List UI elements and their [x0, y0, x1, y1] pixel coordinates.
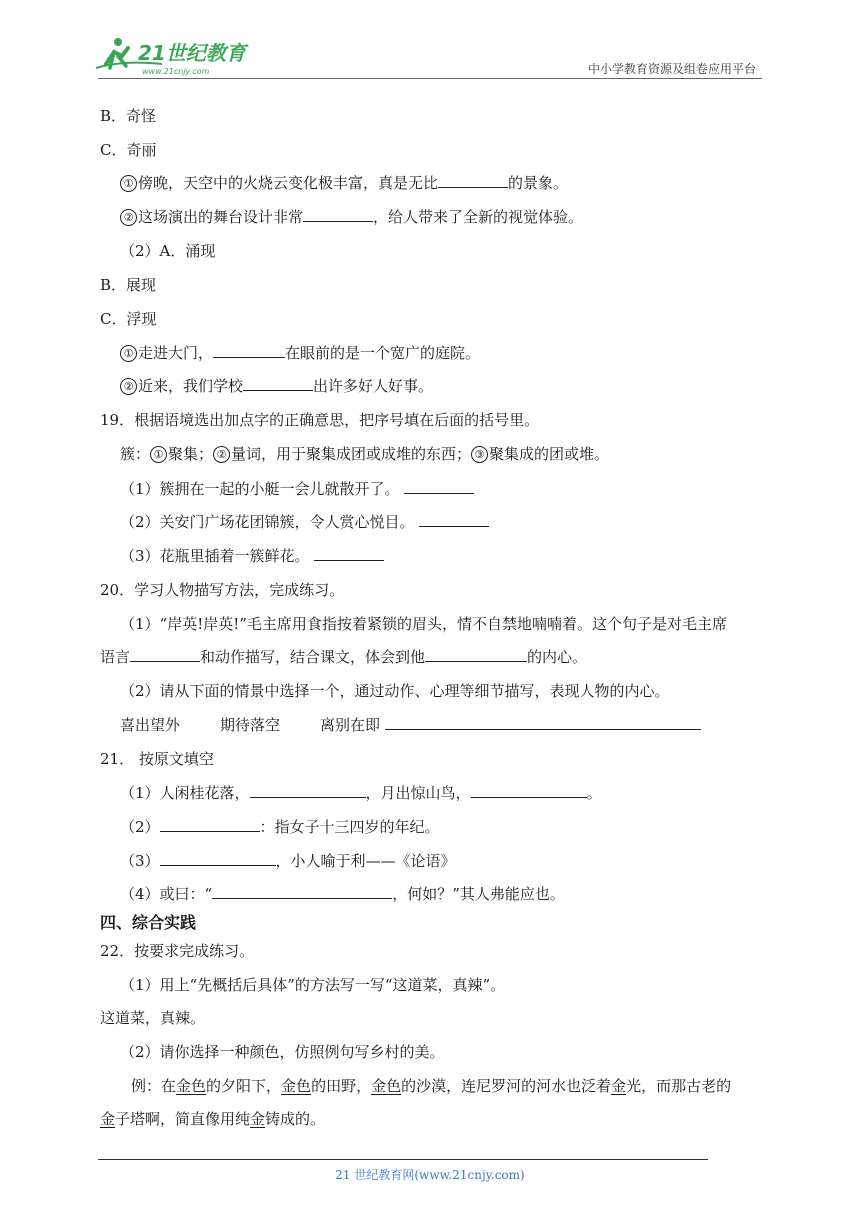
option-c-qili: C．奇丽 [100, 141, 157, 159]
q21-item-4: （4）或曰：“ ，何如？”其人弗能应也。 [120, 885, 565, 903]
answer-blank[interactable] [404, 479, 474, 494]
example-sentence: 例：在金色的夕阳下，金色的田野，金色的沙漠，连尼罗河的河水也泛着金光，而那古老的 [131, 1077, 732, 1095]
footer-link[interactable]: 21 世纪教育网(www.21cnjy.com) [335, 1168, 525, 1182]
answer-blank[interactable] [438, 173, 508, 188]
answer-blank[interactable] [130, 647, 200, 662]
answer-blank[interactable] [212, 884, 392, 899]
answer-blank[interactable] [303, 207, 373, 222]
answer-blank[interactable] [160, 817, 260, 832]
question-20: 20．学习人物描写方法，完成练习。 [100, 581, 345, 599]
question-part-2: （2）A．涌现 [120, 242, 216, 260]
answer-blank[interactable] [419, 512, 489, 527]
answer-blank[interactable] [243, 376, 313, 391]
q19-item-2: （2）关安门广场花团锦簇，令人赏心悦目。 [120, 512, 489, 532]
section-title-4: 四、综合实践 [100, 913, 197, 932]
q20-part-1: （1）“岸英!岸英!”毛主席用食指按着紧锁的眉头，情不自禁地喃喃着。这个句子是对毛主席 [120, 615, 727, 633]
answer-blank[interactable] [314, 546, 384, 561]
footer-divider [98, 1159, 708, 1160]
q20-part-2: （2）请从下面的情景中选择一个，通过动作、心理等细节描写，表现人物的内心。 [120, 682, 670, 700]
circled-number: ② [120, 378, 137, 395]
q19-item-1: （1）簇拥在一起的小艇一会儿就散开了。 [120, 479, 474, 499]
question-21: 21． 按原文填空 [100, 750, 214, 768]
q22-part-1: （1）用上“先概括后具体”的方法写一写“这道菜，真辣”。 [120, 976, 506, 994]
answer-blank[interactable] [385, 715, 701, 730]
header-platform-text: 中小学教育资源及组卷应用平台 [587, 62, 756, 76]
q22-part-1-text: 这道菜，真辣。 [100, 1009, 206, 1027]
answer-blank[interactable] [250, 783, 366, 798]
circled-number: ② [120, 209, 137, 226]
q21-item-1: （1）人闲桂花落， ，月出惊山鸟， 。 [120, 784, 602, 802]
q20-scenarios: 喜出望外 期待落空 离别在即 [120, 715, 701, 735]
answer-blank[interactable] [160, 851, 276, 866]
example-sentence-cont: 金子塔啊，简直像用纯金铸成的。 [100, 1110, 326, 1128]
circled-number: ① [120, 345, 137, 362]
q22-part-2: （2）请你选择一种颜色，仿照例句写乡村的美。 [120, 1043, 445, 1061]
header-divider [98, 78, 762, 79]
q20-part-1-cont: 语言 和动作描写，结合课文，体会到他 的内心。 [100, 648, 588, 666]
answer-blank[interactable] [425, 647, 527, 662]
sentence-1: ① 傍晚，天空中的火烧云变化极丰富，真是无比 的景象。 [120, 173, 568, 193]
answer-blank[interactable] [213, 343, 285, 358]
circled-number: ① [120, 175, 137, 192]
q19-item-3: （3）花瓶里插着一簇鲜花。 [120, 546, 384, 566]
sentence-2: ② 这场演出的舞台设计非常 ，给人带来了全新的视觉体验。 [120, 207, 583, 227]
option-b-qiguai: B．奇怪 [100, 107, 157, 125]
logo-text: 21世纪教育 [138, 41, 246, 65]
option-b-zhanxian: B．展现 [100, 276, 157, 294]
site-logo [92, 34, 262, 80]
q21-item-2: （2） ：指女子十三四岁的年纪。 [120, 818, 440, 836]
logo-subtext: www.21cnjy.com [142, 67, 210, 76]
cu-definitions: 簇： ① 聚集； ② 量词，用于聚集成团或成堆的东西； ③ 聚集成的团或堆。 [120, 445, 610, 463]
question-22: 22．按要求完成练习。 [100, 942, 255, 960]
sentence-4: ② 近来，我们学校 出许多好人好事。 [120, 376, 433, 396]
answer-blank[interactable] [471, 783, 587, 798]
sentence-3: ① 走进大门， 在眼前的是一个宽广的庭院。 [120, 343, 480, 363]
option-c-fuxian: C．浮现 [100, 310, 157, 328]
question-19: 19．根据语境选出加点字的正确意思，把序号填在后面的括号里。 [100, 411, 540, 429]
q21-item-3: （3） ，小人喻于利——《论语》 [120, 852, 456, 870]
